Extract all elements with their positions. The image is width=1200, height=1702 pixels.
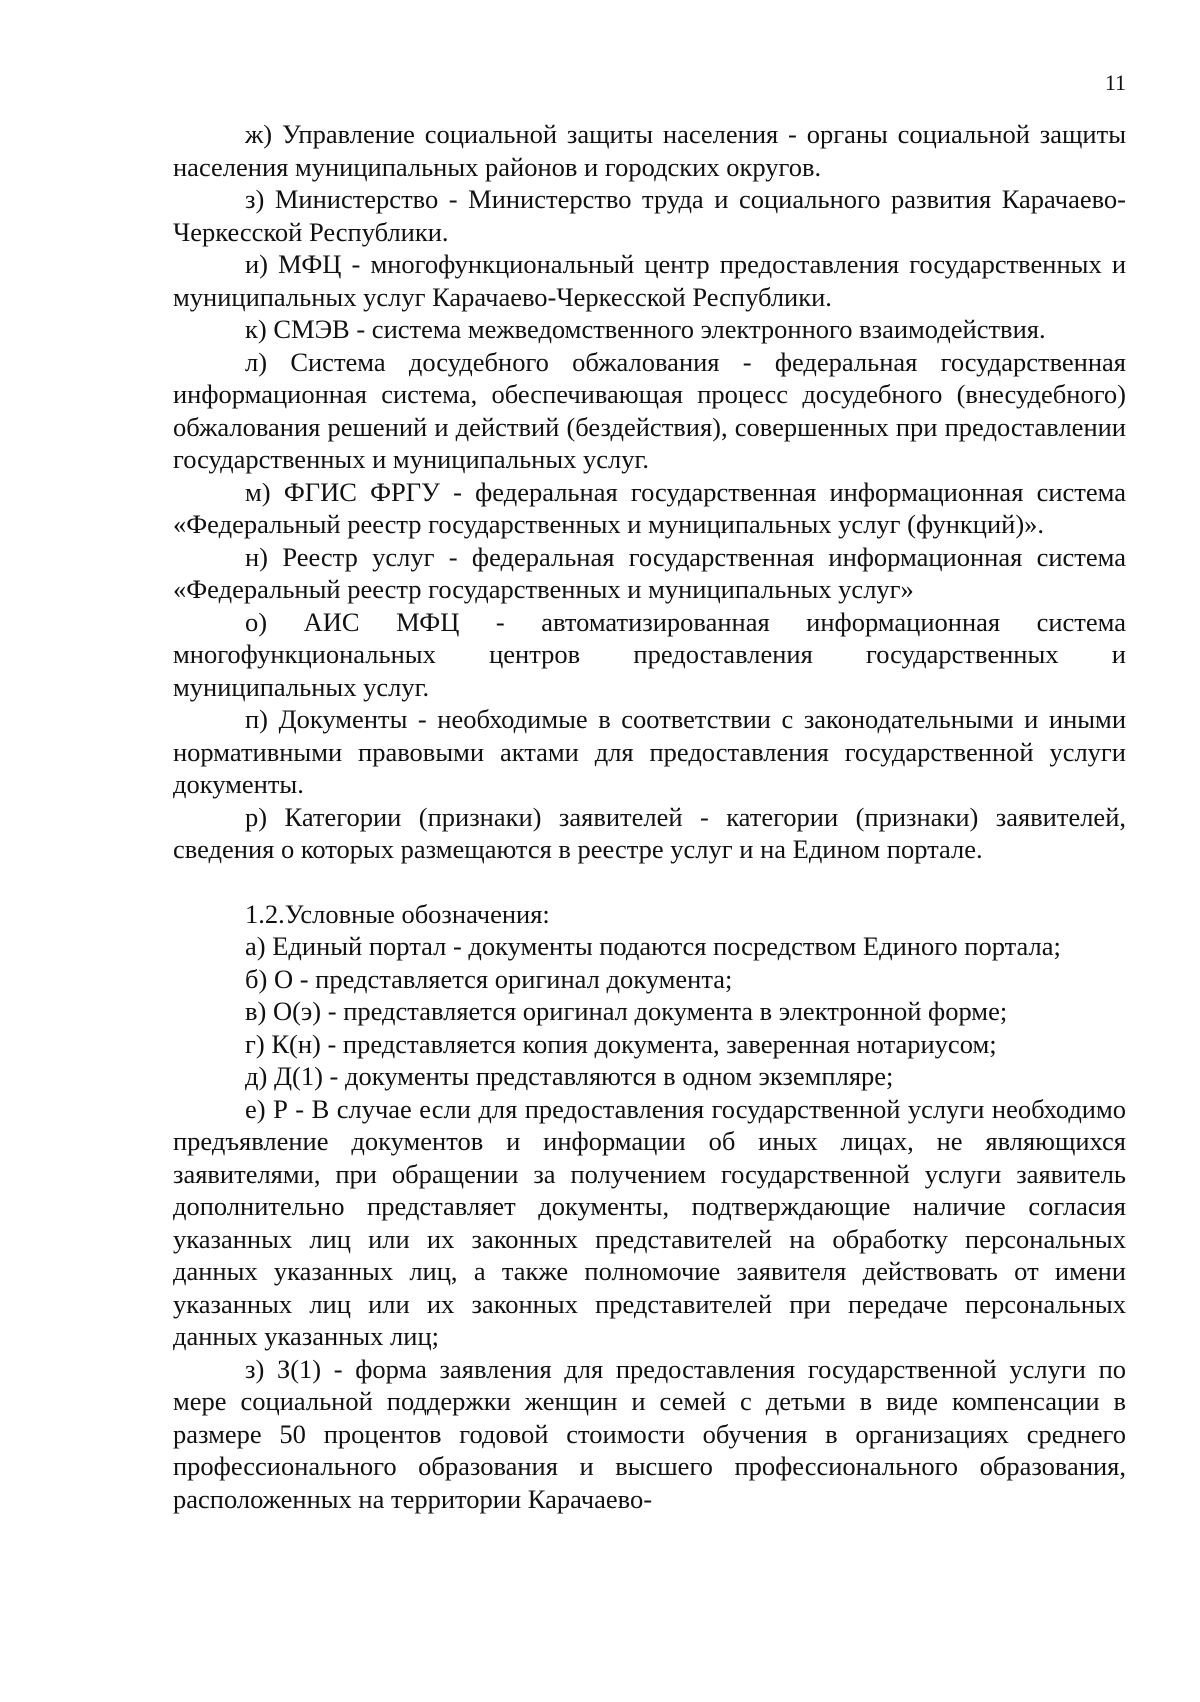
notation-item-text: З(1) - форма заявления для предоставления государственной услуги по мере социальной поддержки женщин и семей с детьми в виде компенсации в размере 50 процентов годовой стоимости обучения в организациях среднего профессионального образования и высшего профессионального образования, расположенных на территории Карачаево- [173,1353,1126,1514]
definition-item [173,118,1126,183]
notation-item [173,995,1126,1028]
section-heading: 1.2.Условные обозначения: [245,898,550,929]
definition-item-text: Документы - необходимые в соответствии с законодательными и иными нормативными правовыми актами для предоставления государственной услуги документы. [173,704,1127,799]
document-body [173,118,1126,1515]
definition-item-text: СМЭВ - система межведомственного электронного взаимодействия. [273,314,1046,344]
definition-item [173,313,1126,346]
notation-item [173,1060,1126,1093]
definition-item [173,606,1126,704]
definition-item-text: АИС МФЦ - автоматизированная информационная система многофункциональных центров предоставления государственных и муниципальных услуг. [173,606,1127,702]
definition-item-letter: р) [245,801,268,832]
notation-item-letter: б) [245,963,268,994]
definition-item [173,703,1126,801]
definition-item-text: Реестр услуг - федеральная государственная информационная система «Федеральный реестр государственных и муниципальных услуг» [173,541,1126,604]
notation-item-text: О(э) - представляется оригинал документа в электронной форме; [272,996,1008,1026]
definition-item-letter: о) [245,606,268,637]
notation-item-letter: д) [245,1061,268,1091]
notation-item-letter: г) [245,1028,265,1059]
definition-item-letter: н) [245,541,269,572]
definition-item-letter: п) [245,704,269,734]
notation-item [173,930,1126,963]
definition-item-text: Система досудебного обжалования - федеральная государственная информационная система, обеспечивающая процесс досудебного (внесудебного) обжалования решений и действий (бездействия), совершенных при предоставлении государственных и муниципальных услуг. [173,346,1126,474]
notation-item-letter: а) [245,931,266,961]
definition-item [173,248,1126,313]
notation-item-text: Единый портал - документы подаются посредством Единого портала; [272,931,1061,961]
definition-item [173,476,1126,541]
definition-item-letter: л) [245,346,268,377]
notation-item [173,1093,1126,1353]
notations-list [173,930,1126,1515]
definition-item-text: Министерство - Министерство труда и социального развития Карачаево-Черкесской Республики. [173,184,1127,247]
definitions-list [173,118,1126,866]
definition-item-text: Управление социальной защиты населения - органы социальной защиты населения муниципальных районов и городских округов. [173,119,1126,182]
notation-item-letter: е) [245,1093,266,1124]
definition-item [173,346,1126,476]
definition-item-text: ФГИС ФРГУ - федеральная государственная информационная система «Федеральный реестр государственных и муниципальных услуг (функций)». [173,476,1126,539]
definition-item-letter: и) [245,249,269,279]
notation-item-text: Р - В случае если для предоставления государственной услуги необходимо предъявление документов и информации об иных лицах, не являющихся заявителями, при обращении за получением государственной услуги заявитель дополнительно представляет документы, подтверждающие наличие согласия указанных лиц или их законных представителей на обработку персональных данных указанных лиц, а также полномочие заявителя действовать от имени указанных лиц или их законных представителей при передаче персональных данных указанных лиц; [173,1093,1126,1351]
notation-item [173,1028,1126,1061]
definition-item-text: МФЦ - многофункциональный центр предоставления государственных и муниципальных услуг Карачаево-Черкесской Республики. [173,249,1127,312]
notation-item-text: К(н) - представляется копия документа, заверенная нотариусом; [271,1028,997,1059]
page-number: 11 [1104,70,1126,95]
definition-item [173,183,1126,248]
definition-item [173,801,1126,866]
notation-item [173,1353,1126,1516]
notation-item-text: О - представляется оригинал документа; [273,963,733,994]
notation-item-letter: в) [245,996,267,1026]
definition-item [173,541,1126,606]
definition-item-letter: з) [245,184,265,214]
notation-item-letter: з) [245,1353,265,1384]
definition-item-letter: ж) [245,119,273,149]
notation-item [173,963,1126,996]
definition-item-letter: к) [245,314,267,344]
notation-item-text: Д(1) - документы представляются в одном экземпляре; [273,1061,894,1091]
section-gap [173,866,1126,898]
definition-item-text: Категории (признаки) заявителей - категории (признаки) заявителей, сведения о которых размещаются в реестре услуг и на Едином портале. [173,801,1127,864]
definition-item-letter: м) [245,476,271,507]
